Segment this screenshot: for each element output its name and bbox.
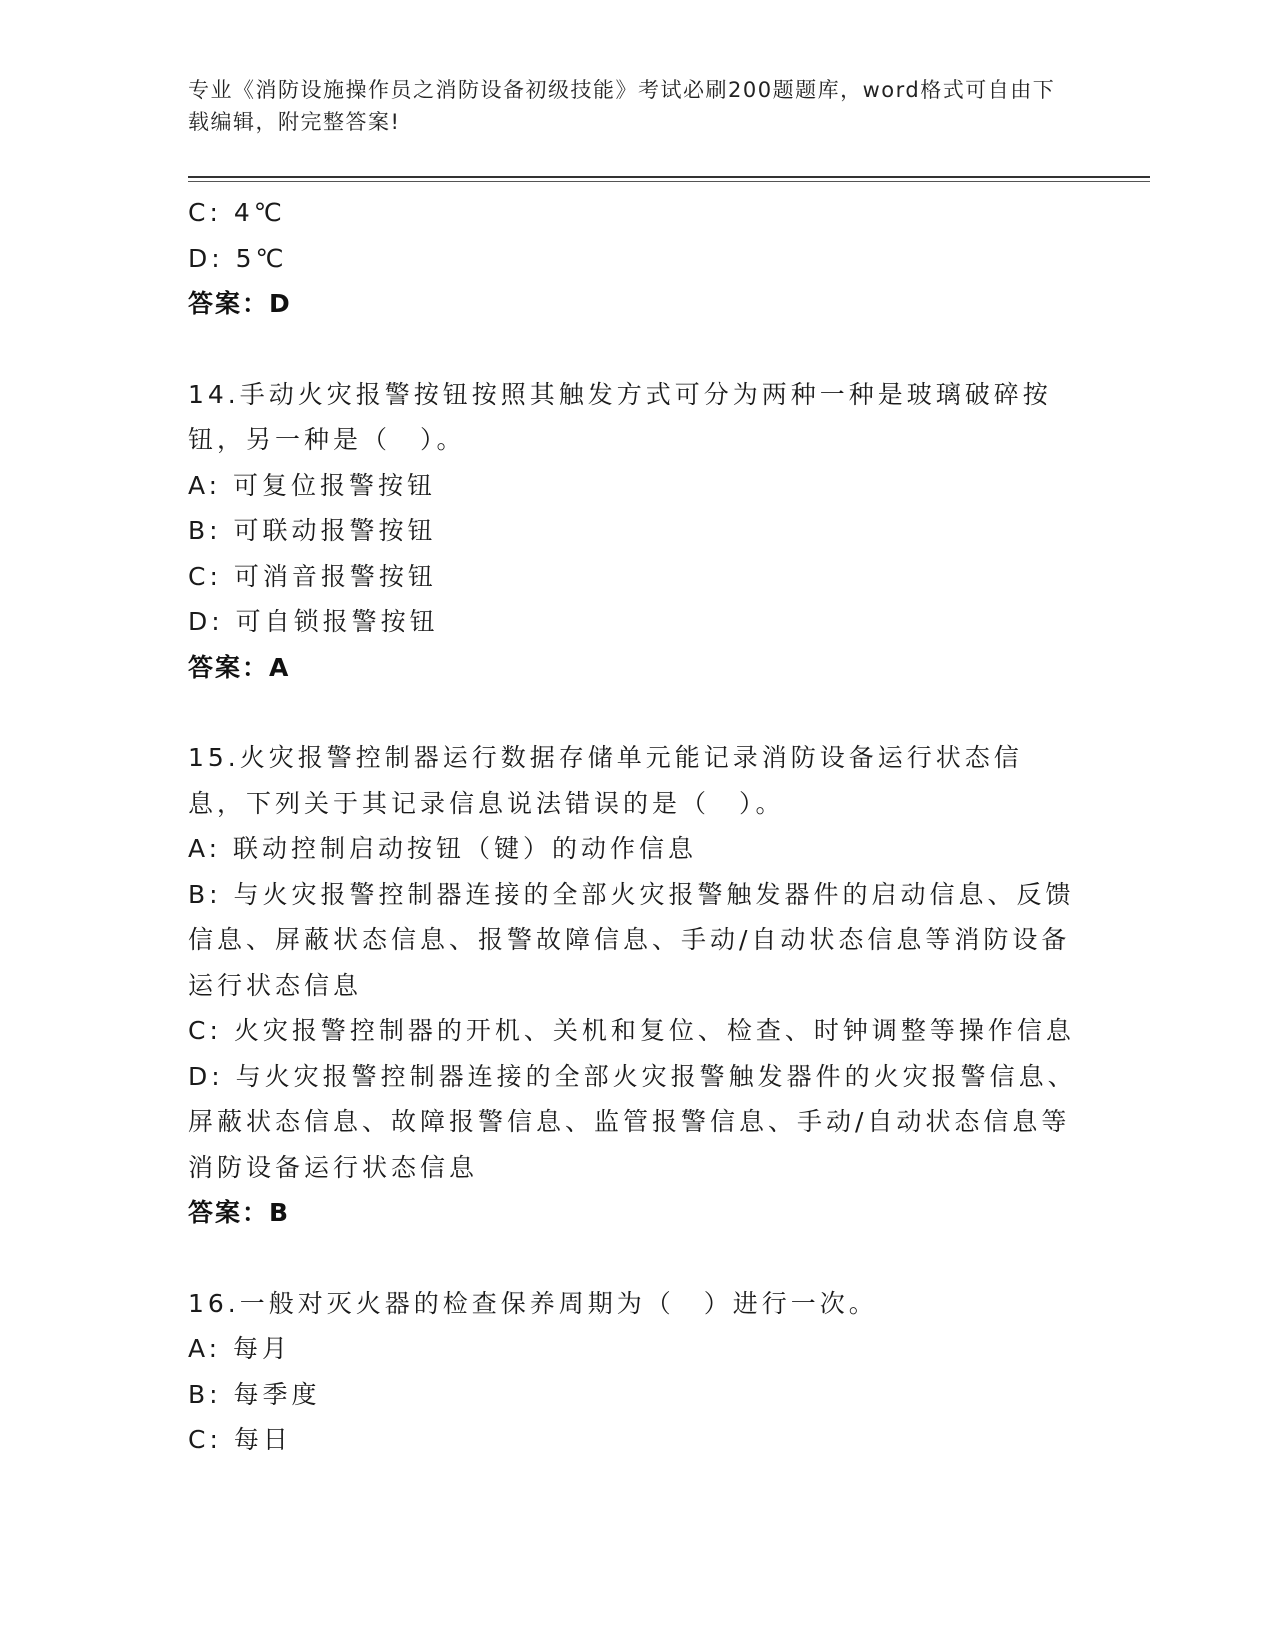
- answer-value: B: [269, 1198, 291, 1227]
- option-b: [188, 508, 1078, 554]
- question-number: 14.: [188, 379, 240, 409]
- option-d: [188, 599, 1078, 645]
- spacer: [188, 1236, 1078, 1281]
- question-15: [188, 735, 1078, 1236]
- document-header: 专业《消防设施操作员之消防设备初级技能》考试必刷200题题库，word格式可自由下载编辑，附完整答案!: [188, 78, 1056, 134]
- option-text: 5℃: [235, 243, 288, 273]
- option-text: 与火灾报警控制器连接的全部火灾报警触发器件的火灾报警信息、屏蔽状态信息、故障报警信息、监管报警信息、手动/自动状态信息等消防设备运行状态信息: [188, 1061, 1077, 1182]
- option-text: 可自锁报警按钮: [235, 607, 439, 636]
- option-label: C:: [188, 1016, 222, 1045]
- option-label: B:: [188, 516, 222, 545]
- option-text: 每季度: [233, 1379, 321, 1409]
- question-text: 火灾报警控制器运行数据存储单元能记录消防设备运行状态信息，下列关于其记录信息说法错误的是（ ）。: [188, 743, 1023, 818]
- option-a: [188, 463, 1078, 509]
- option-c: [188, 190, 1078, 236]
- option-d: [188, 236, 1078, 282]
- answer-line: [188, 281, 1078, 327]
- option-label: B:: [188, 1379, 222, 1409]
- question-text: 手动火灾报警按钮按照其触发方式可分为两种一种是玻璃破碎按钮，另一种是（ ）。: [188, 379, 1052, 454]
- option-label: A:: [188, 1334, 222, 1363]
- option-text: 与火灾报警控制器连接的全部火灾报警触发器件的启动信息、反馈信息、屏蔽状态信息、报警故障信息、手动/自动状态信息等消防设备运行状态信息: [188, 879, 1075, 1000]
- document-body: [188, 190, 1078, 1463]
- header-rule-thin: [188, 181, 1150, 182]
- option-c: [188, 1008, 1078, 1054]
- option-d: [188, 1054, 1078, 1191]
- option-text: 可联动报警按钮: [233, 516, 437, 545]
- question-stem: [188, 372, 1078, 463]
- question-text: 一般对灭火器的检查保养周期为（ ）进行一次。: [239, 1288, 878, 1318]
- option-c: [188, 554, 1078, 600]
- option-a: [188, 1326, 1078, 1372]
- option-label: D:: [188, 607, 224, 636]
- question-stem: [188, 1281, 1078, 1327]
- answer-label: 答案：: [188, 652, 270, 682]
- option-b: [188, 1372, 1078, 1418]
- prev-question-options: [188, 190, 1078, 327]
- answer-value: A: [269, 652, 291, 682]
- option-text: 每月: [233, 1334, 292, 1363]
- option-label: D:: [188, 243, 224, 273]
- option-text: 联动控制启动按钮（键）的动作信息: [233, 834, 698, 863]
- option-label: A:: [188, 834, 222, 863]
- option-text: 可复位报警按钮: [233, 470, 437, 500]
- spacer: [188, 690, 1078, 735]
- question-16: [188, 1281, 1078, 1463]
- option-c: [188, 1417, 1078, 1463]
- option-a: [188, 826, 1078, 872]
- question-number: 15.: [188, 743, 240, 772]
- option-b: [188, 872, 1078, 1009]
- option-text: 4℃: [233, 198, 286, 227]
- answer-line: [188, 1190, 1078, 1236]
- answer-label: 答案：: [188, 289, 270, 318]
- option-label: B:: [188, 879, 222, 909]
- option-label: C:: [188, 1425, 222, 1454]
- header-rule-thick: [188, 176, 1150, 178]
- answer-value: D: [269, 289, 292, 318]
- option-label: D:: [188, 1061, 224, 1091]
- option-text: 可消音报警按钮: [233, 561, 437, 591]
- question-number: 16.: [188, 1288, 240, 1318]
- option-text: 每日: [233, 1425, 292, 1454]
- answer-label: 答案：: [188, 1198, 270, 1227]
- option-label: C:: [188, 561, 222, 591]
- spacer: [188, 327, 1078, 372]
- option-label: A:: [188, 470, 222, 500]
- option-text: 火灾报警控制器的开机、关机和复位、检查、时钟调整等操作信息: [233, 1016, 1075, 1045]
- question-14: [188, 372, 1078, 691]
- question-stem: [188, 735, 1078, 826]
- answer-line: [188, 645, 1078, 691]
- option-label: C:: [188, 198, 222, 227]
